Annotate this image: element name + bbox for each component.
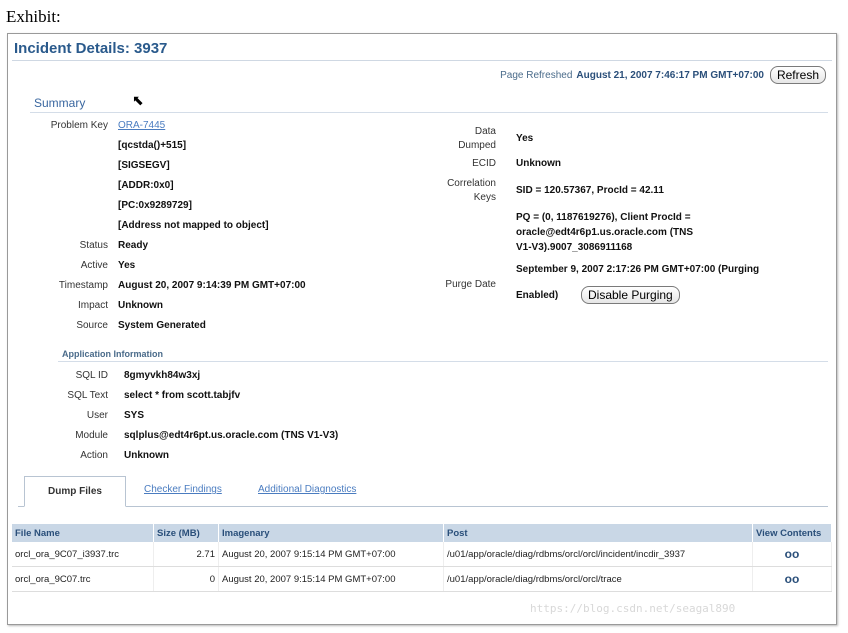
view-contents-cell bbox=[753, 542, 832, 567]
path-cell: /u01/app/oracle/diag/rdbms/orcl/orcl/incident/incdir_3937 bbox=[444, 542, 753, 567]
app-field-value: 8gmyvkh84w3xj bbox=[124, 370, 201, 381]
correlation-value-client: oracle@edt4r6p1.us.oracle.com (TNS bbox=[516, 227, 694, 238]
summary-field-key: Problem Key bbox=[50, 120, 108, 131]
view-contents-cell bbox=[753, 567, 832, 592]
tab-dump-files[interactable]: Dump Files bbox=[24, 476, 126, 507]
app-field-key: Action bbox=[80, 450, 108, 461]
column-size[interactable]: Size (MB) bbox=[154, 524, 219, 542]
purge-enabled-value: Enabled) bbox=[516, 290, 559, 301]
size-cell: 0 bbox=[154, 567, 219, 592]
watermark-text: https://blog.csdn.net/seagal890 bbox=[530, 602, 736, 615]
summary-field-key: Source bbox=[76, 320, 108, 331]
table-row bbox=[12, 542, 832, 567]
column-post[interactable]: Post bbox=[444, 524, 753, 542]
app-field-value: select * from scott.tabjfv bbox=[124, 390, 241, 401]
correlation-key-2: Keys bbox=[473, 192, 496, 203]
app-field-key: SQL ID bbox=[75, 370, 108, 381]
disable-purging-button[interactable]: Disable Purging bbox=[581, 286, 680, 304]
app-field-value: sqlplus@edt4r6pt.us.oracle.com (TNS V1-V3) bbox=[124, 430, 339, 441]
correlation-key-1: Correlation bbox=[447, 178, 496, 189]
summary-field-value: [ADDR:0x0] bbox=[118, 180, 174, 191]
summary-field-value: Unknown bbox=[118, 300, 163, 311]
app-field-key: Module bbox=[75, 430, 108, 441]
correlation-value-sid: SID = 120.57367, ProcId = 42.11 bbox=[516, 185, 664, 196]
title-divider bbox=[12, 60, 832, 61]
summary-field-value: [SIGSEGV] bbox=[118, 160, 170, 171]
view-contents-glasses-icon[interactable]: oo bbox=[784, 547, 800, 561]
summary-field-key: Impact bbox=[77, 300, 108, 311]
column-imagenary[interactable]: Imagenary bbox=[219, 524, 444, 542]
summary-field-value: [qcstda()+515] bbox=[118, 140, 187, 151]
summary-field-value: August 20, 2007 9:14:39 PM GMT+07:00 bbox=[118, 280, 306, 291]
data-dumped-key-2: Dumped bbox=[458, 140, 496, 151]
mouse-pointer-icon: ⬉ bbox=[132, 92, 144, 108]
purge-date-key: Purge Date bbox=[445, 279, 496, 290]
page-refreshed-time: August 21, 2007 7:46:17 PM GMT+07:00 bbox=[576, 69, 764, 81]
refresh-button[interactable]: Refresh bbox=[770, 66, 826, 84]
correlation-value-pq: PQ = (0, 1187619276), Client ProcId = bbox=[516, 212, 691, 223]
incident-details-panel bbox=[7, 33, 837, 625]
size-cell: 2.71 bbox=[154, 542, 219, 567]
refresh-row bbox=[500, 66, 826, 84]
app-field-value: SYS bbox=[124, 410, 145, 421]
column-file-name[interactable]: File Name bbox=[12, 524, 154, 542]
dump-files-table bbox=[12, 524, 832, 592]
path-cell: /u01/app/oracle/diag/rdbms/orcl/orcl/trace bbox=[444, 567, 753, 592]
application-information-divider bbox=[58, 361, 828, 362]
page-title: Incident Details: 3937 bbox=[14, 40, 168, 57]
timestamp-cell: August 20, 2007 9:15:14 PM GMT+07:00 bbox=[219, 567, 444, 592]
app-field-key: SQL Text bbox=[67, 390, 108, 401]
summary-divider bbox=[30, 112, 828, 113]
app-field-value: Unknown bbox=[124, 450, 169, 461]
page-refreshed-label: Page Refreshed bbox=[500, 69, 573, 81]
correlation-value-tns: V1-V3).9007_3086911168 bbox=[516, 242, 633, 253]
summary-field-key: Status bbox=[79, 240, 108, 251]
summary-field-key: Timestamp bbox=[58, 280, 108, 291]
file-name-cell: orcl_ora_9C07.trc bbox=[12, 567, 154, 592]
ecid-value: Unknown bbox=[516, 158, 561, 169]
table-header-row bbox=[12, 524, 832, 542]
exhibit-label: Exhibit: bbox=[6, 7, 61, 26]
data-dumped-value: Yes bbox=[516, 133, 534, 144]
timestamp-cell: August 20, 2007 9:15:14 PM GMT+07:00 bbox=[219, 542, 444, 567]
summary-field-value: [PC:0x9289729] bbox=[118, 200, 192, 211]
tab-additional-diagnostics[interactable]: Additional Diagnostics bbox=[258, 484, 357, 495]
column-view-contents: View Contents bbox=[753, 524, 832, 542]
ecid-key: ECID bbox=[472, 158, 496, 169]
summary-field-value: System Generated bbox=[118, 320, 206, 331]
tab-checker-findings[interactable]: Checker Findings bbox=[144, 484, 222, 495]
summary-field-value: Yes bbox=[118, 260, 136, 271]
purge-date-value: September 9, 2007 2:17:26 PM GMT+07:00 (Purging bbox=[516, 264, 760, 275]
app-field-key: User bbox=[86, 410, 108, 421]
table-row bbox=[12, 567, 832, 592]
application-information-heading: Application Information bbox=[62, 349, 163, 359]
summary-heading: Summary bbox=[34, 96, 86, 110]
file-name-cell: orcl_ora_9C07_i3937.trc bbox=[12, 542, 154, 567]
summary-field-value: [Address not mapped to object] bbox=[118, 220, 269, 231]
detail-tabs bbox=[18, 476, 828, 507]
summary-field-key: Active bbox=[80, 260, 108, 271]
problem-key-link[interactable]: ORA-7445 bbox=[118, 120, 166, 131]
view-contents-glasses-icon[interactable]: oo bbox=[784, 572, 800, 586]
data-dumped-key-1: Data bbox=[474, 126, 496, 137]
summary-field-value: Ready bbox=[118, 240, 149, 251]
